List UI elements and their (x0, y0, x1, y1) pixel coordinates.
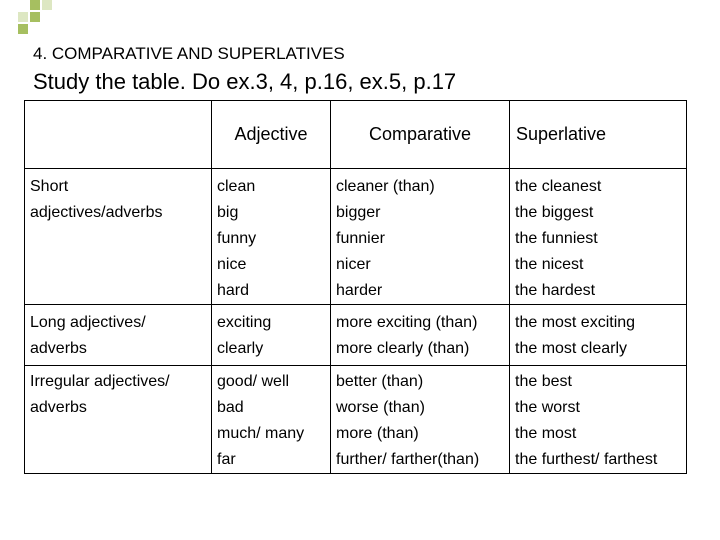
cell-line: much/ many (217, 425, 305, 442)
superlative-cell (510, 305, 687, 366)
superlative-cell (510, 169, 687, 305)
comparative-cell (331, 169, 510, 305)
cell-line: the most clearly (515, 340, 628, 357)
cell-line: adverbs (30, 399, 87, 416)
cell-line: the cleanest (515, 178, 602, 195)
cell-line: far (217, 451, 236, 468)
cell-line: the hardest (515, 282, 596, 299)
cell-line: hard (217, 282, 250, 299)
cell-line: more (than) (336, 425, 419, 442)
category-cell (25, 169, 212, 305)
header-cell-superlative: Superlative (510, 101, 687, 169)
cell-line: the worst (515, 399, 580, 416)
table-row-irregular (25, 366, 687, 474)
comparatives-table (24, 100, 687, 474)
deco-square (18, 24, 28, 34)
cell-line: bigger (336, 204, 381, 221)
table-header-row (25, 101, 687, 169)
header-cell-adjective: Adjective (212, 101, 331, 169)
comparative-cell (331, 366, 510, 474)
cell-line: adverbs (30, 340, 87, 357)
cell-line: bad (217, 399, 244, 416)
cell-line: clearly (217, 340, 264, 357)
table-row-long (25, 305, 687, 366)
cell-line: better (than) (336, 373, 424, 390)
cell-line: Irregular adjectives/ (30, 373, 170, 390)
cell-line: adjectives/adverbs (30, 204, 163, 221)
page-subtitle: Study the table. Do ex.3, 4, p.16, ex.5, p.17 (33, 69, 457, 94)
decorative-squares (8, 0, 56, 40)
cell-line: more exciting (than) (336, 314, 478, 331)
adjective-cell (212, 169, 331, 305)
cell-line: cleaner (than) (336, 178, 435, 195)
deco-square (30, 0, 40, 10)
deco-square (18, 12, 28, 22)
cell-line: harder (336, 282, 383, 299)
deco-square (42, 0, 52, 10)
category-cell (25, 305, 212, 366)
category-cell (25, 366, 212, 474)
cell-line: nicer (336, 256, 371, 273)
deco-square (30, 12, 40, 22)
cell-line: more clearly (than) (336, 340, 470, 357)
cell-line: the biggest (515, 204, 594, 221)
cell-line: exciting (217, 314, 272, 331)
cell-line: the nicest (515, 256, 584, 273)
page-title: 4. COMPARATIVE AND SUPERLATIVES (33, 44, 345, 63)
cell-line: funnier (336, 230, 385, 247)
superlative-cell (510, 366, 687, 474)
cell-line: the most (515, 425, 577, 442)
comparative-cell (331, 305, 510, 366)
header-cell-empty (25, 101, 212, 169)
cell-line: the most exciting (515, 314, 636, 331)
cell-line: clean (217, 178, 256, 195)
cell-line: nice (217, 256, 247, 273)
cell-line: big (217, 204, 239, 221)
cell-line: the best (515, 373, 572, 390)
cell-line: Short (30, 178, 69, 195)
cell-line: worse (than) (336, 399, 425, 416)
header-cell-comparative: Comparative (331, 101, 510, 169)
cell-line: good/ well (217, 373, 290, 390)
cell-line: the funniest (515, 230, 598, 247)
adjective-cell (212, 305, 331, 366)
cell-line: Long adjectives/ (30, 314, 146, 331)
table-row-short (25, 169, 687, 305)
cell-line: funny (217, 230, 257, 247)
cell-line: further/ farther(than) (336, 451, 480, 468)
cell-line: the furthest/ farthest (515, 451, 658, 468)
adjective-cell (212, 366, 331, 474)
